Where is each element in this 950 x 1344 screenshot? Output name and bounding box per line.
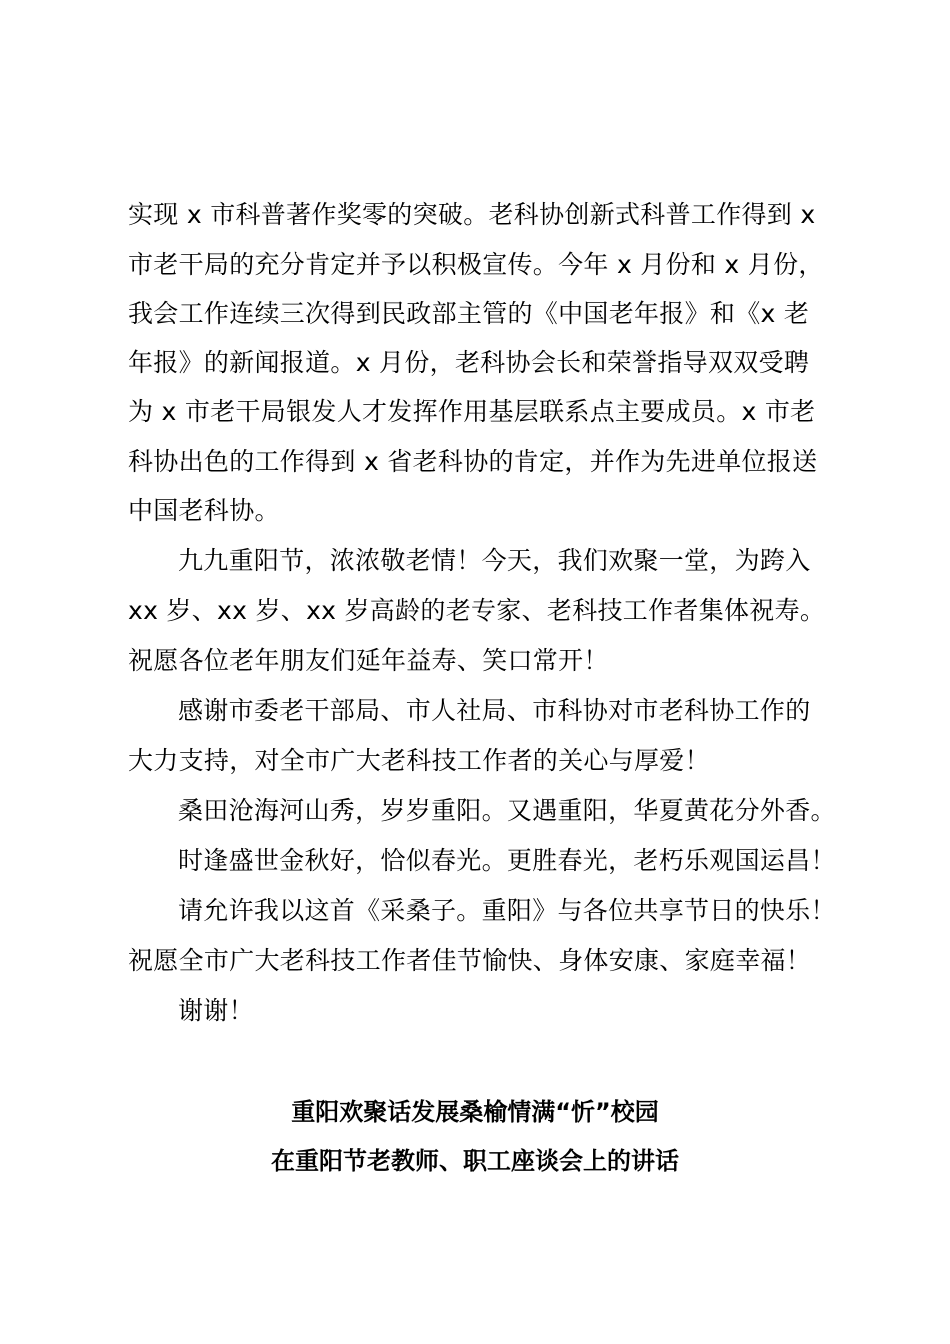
body-line: 我会工作连续三次得到民政部主管的《中国老年报》和《x 老 (128, 299, 810, 328)
body-line: 感谢市委老干部局、市人社局、市科协对市老科协工作的 (178, 696, 811, 725)
body-line: 请允许我以这首《采桑子。重阳》与各位共享节日的快乐！ (178, 896, 836, 925)
body-line: 中国老科协。 (128, 496, 280, 525)
body-line: 大力支持，对全市广大老科技工作者的关心与厚爱！ (128, 746, 710, 775)
body-line: 市老干局的充分肯定并予以积极宣传。今年 x 月份和 x 月份， (128, 250, 824, 279)
section-title: 重阳欢聚话发展桑榆情满“忻”校园 (291, 1098, 659, 1126)
section-subtitle: 在重阳节老教师、职工座谈会上的讲话 (271, 1147, 679, 1175)
body-line: 九九重阳节，浓浓敬老情！今天，我们欢聚一堂，为跨入 (178, 546, 811, 575)
body-line: xx 岁、xx 岁、xx 岁高龄的老专家、老科技工作者集体祝寿。 (128, 596, 826, 625)
body-line: 祝愿各位老年朋友们延年益寿、笑口常开！ (128, 646, 609, 675)
body-line: 为 x 市老干局银发人才发挥作用基层联系点主要成员。x 市老 (128, 397, 816, 426)
body-line: 科协出色的工作得到 x 省老科协的肯定，并作为先进单位报送 (128, 447, 818, 476)
body-line: 实现 x 市科普著作奖零的突破。老科协创新式科普工作得到 x (128, 200, 816, 229)
body-line: 年报》的新闻报道。x 月份，老科协会长和荣誉指导双双受聘 (128, 348, 810, 377)
poem-line: 桑田沧海河山秀，岁岁重阳。又遇重阳，华夏黄花分外香。 (178, 796, 836, 825)
closing-thanks: 谢谢！ (178, 996, 254, 1025)
poem-line: 时逢盛世金秋好，恰似春光。更胜春光，老朽乐观国运昌！ (178, 846, 836, 875)
body-line: 祝愿全市广大老科技工作者佳节愉快、身体安康、家庭幸福！ (128, 946, 812, 975)
